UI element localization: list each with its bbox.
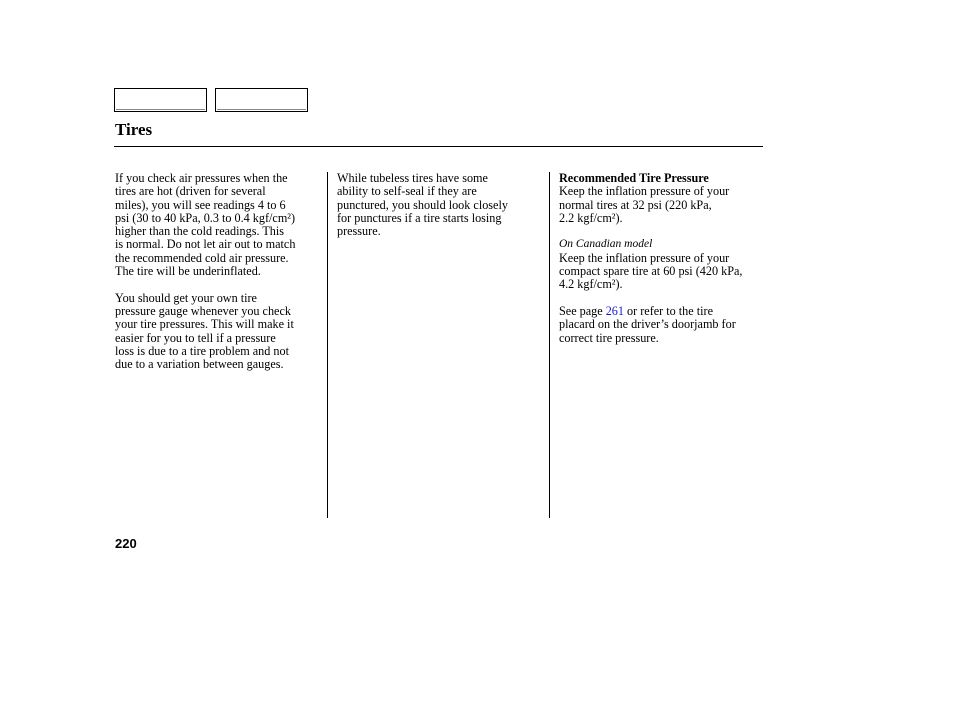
button-shadow-line bbox=[116, 109, 205, 110]
text-column-1 bbox=[115, 172, 320, 371]
see-page-prefix: See page bbox=[559, 303, 606, 318]
recommended-pressure-heading: Recommended Tire Pressure bbox=[559, 171, 709, 185]
page-number: 220 bbox=[115, 536, 137, 551]
button-shadow-line bbox=[217, 109, 306, 110]
page-261-link[interactable]: 261 bbox=[605, 303, 624, 318]
text-column-2 bbox=[337, 172, 537, 238]
previous-page-button[interactable] bbox=[114, 88, 207, 112]
spare-tire-pressure-paragraph: Keep the inflation pressure of your compact spare tire at 60 psi (420 kPa, 4.2 kgf/cm²). bbox=[559, 250, 743, 292]
hot-tire-pressure-paragraph: If you check air pressures when the tires are hot (driven for several miles), you will see readings 4 to 6 psi (30 to 40 kPa, 0.3 to 0.4 kgf/cm²) higher than the cold readings. This is normal. Do not let air out to match the recommended cold air pressure. The tire will be underinflated. bbox=[115, 171, 296, 279]
see-page-paragraph bbox=[559, 305, 764, 345]
column-divider bbox=[327, 172, 328, 518]
column-divider bbox=[549, 172, 550, 518]
next-page-button[interactable] bbox=[215, 88, 308, 112]
text-column-3 bbox=[559, 172, 764, 345]
title-divider bbox=[114, 146, 763, 147]
see-page-suffix: or refer to the tire placard on the driver’s doorjamb for correct tire pressure. bbox=[559, 303, 736, 345]
normal-tire-pressure-paragraph: Keep the inflation pressure of your normal tires at 32 psi (220 kPa, 2.2 kgf/cm²). bbox=[559, 184, 730, 225]
canadian-model-label: On Canadian model bbox=[559, 238, 653, 251]
pressure-gauge-paragraph: You should get your own tire pressure gauge whenever you check your tire pressures. This will make it easier for you to tell if a pressure loss is due to a tire problem and not due to a variation between gauges. bbox=[115, 290, 294, 372]
page-title: Tires bbox=[115, 120, 153, 139]
tubeless-tires-paragraph: While tubeless tires have some ability to self-seal if they are punctured, you should look closely for punctures if a tire starts losing pressure. bbox=[337, 171, 508, 239]
